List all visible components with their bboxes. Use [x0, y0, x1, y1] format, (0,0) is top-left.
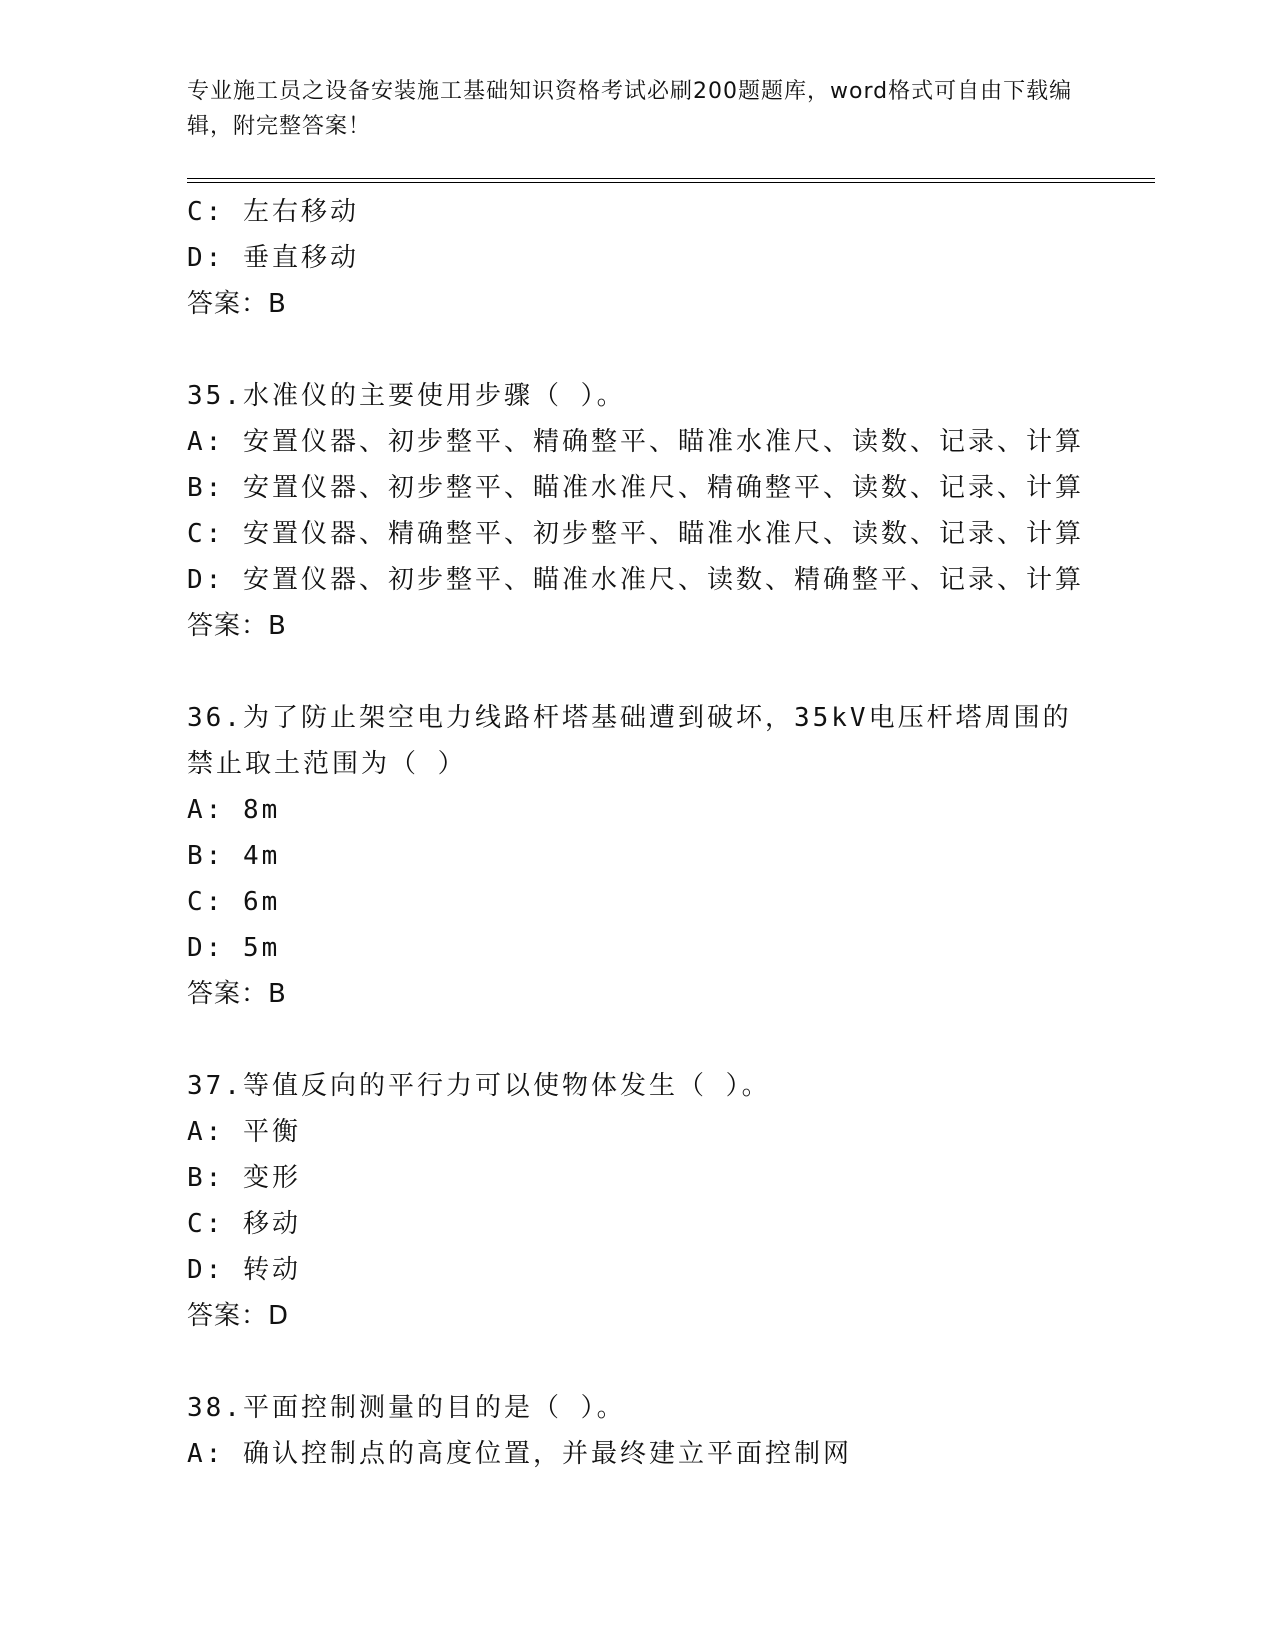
option-d: D: 安置仪器、初步整平、瞄准水准尺、读数、精确整平、记录、计算 [187, 565, 1084, 595]
question-block-36 [187, 695, 1087, 1017]
option-a: A: 8m [187, 795, 281, 825]
option-a: A: 安置仪器、初步整平、精确整平、瞄准水准尺、读数、记录、计算 [187, 427, 1084, 457]
question-stem: 36.为了防止架空电力线路杆塔基础遭到破坏，35kV电压杆塔周围的禁止取土范围为（ ） [187, 703, 1072, 779]
option-b: B: 变形 [187, 1163, 301, 1193]
question-block-37 [187, 1063, 1087, 1339]
spacer [187, 1339, 1087, 1385]
option-b: B: 4m [187, 841, 281, 871]
document-header: 专业施工员之设备安装施工基础知识资格考试必刷200题题库，word格式可自由下载编辑，附完整答案！ [187, 79, 1073, 139]
option-d: D: 转动 [187, 1255, 301, 1285]
question-stem: 38.平面控制测量的目的是（ ）。 [187, 1393, 626, 1423]
answer-line: 答案：B [187, 289, 287, 319]
option-a: A: 确认控制点的高度位置，并最终建立平面控制网 [187, 1439, 852, 1469]
option-d: D: 5m [187, 933, 281, 963]
spacer [187, 649, 1087, 695]
question-block-35 [187, 373, 1087, 649]
question-stem: 35.水准仪的主要使用步骤（ ）。 [187, 381, 626, 411]
header-rule-top [187, 178, 1155, 179]
answer-line: 答案：D [187, 1301, 290, 1331]
option-c: C: 左右移动 [187, 197, 359, 227]
option-a: A: 平衡 [187, 1117, 301, 1147]
option-d: D: 垂直移动 [187, 243, 359, 273]
spacer [187, 327, 1087, 373]
answer-line: 答案：B [187, 979, 287, 1009]
header-rule-bottom [187, 182, 1155, 183]
question-content [187, 189, 1087, 1477]
option-c: C: 移动 [187, 1209, 301, 1239]
option-c: C: 6m [187, 887, 281, 917]
prev-question-block [187, 189, 1087, 327]
option-b: B: 安置仪器、初步整平、瞄准水准尺、精确整平、读数、记录、计算 [187, 473, 1084, 503]
question-block-38 [187, 1385, 1087, 1477]
option-c: C: 安置仪器、精确整平、初步整平、瞄准水准尺、读数、记录、计算 [187, 519, 1084, 549]
answer-line: 答案：B [187, 611, 287, 641]
spacer [187, 1017, 1087, 1063]
question-stem: 37.等值反向的平行力可以使物体发生（ ）。 [187, 1071, 771, 1101]
